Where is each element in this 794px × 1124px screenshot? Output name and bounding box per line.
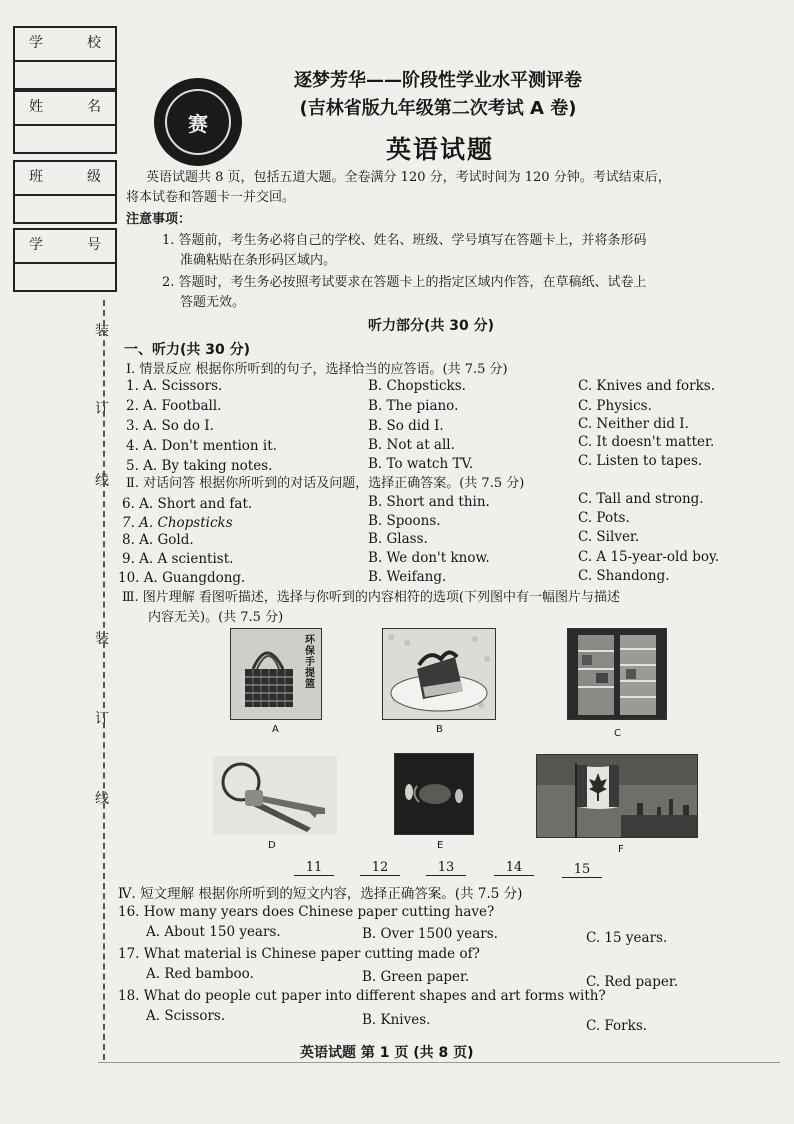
intro-line: 英语试题共 8 页，包括五道大题。全卷满分 120 分，考试时间为 120 分钟。考试结束后， <box>146 170 671 185</box>
binding-mark: 订 <box>95 711 109 727</box>
part-IV-title: Ⅳ. 短文理解 根据你所听到的短文内容，选择正确答案。(共 7.5 分) <box>118 886 523 902</box>
picture-c-label: C <box>614 728 621 739</box>
option-a[interactable]: 5. A. By taking notes. <box>126 458 273 474</box>
option-a[interactable]: 1. A. Scissors. <box>126 378 223 394</box>
name-box[interactable] <box>13 90 117 154</box>
listening-part-heading: 听力部分(共 30 分) <box>368 318 495 334</box>
answer-blank[interactable]: 13 <box>426 860 466 876</box>
school-logo <box>154 78 242 166</box>
option-b[interactable]: B. We don't know. <box>368 550 490 566</box>
option-b[interactable]: B. Chopsticks. <box>368 378 466 394</box>
question-17: 17. What material is Chinese paper cutting made of? <box>118 946 480 962</box>
option-b[interactable]: B. Over 1500 years. <box>362 926 498 942</box>
option-c[interactable]: C. Silver. <box>578 529 640 545</box>
name-label-1: 姓 <box>29 99 43 115</box>
answer-blank[interactable]: 12 <box>360 860 400 876</box>
option-c[interactable]: C. 15 years. <box>586 930 668 946</box>
option-a[interactable]: 2. A. Football. <box>126 398 222 414</box>
option-c[interactable]: C. Forks. <box>586 1018 648 1034</box>
answer-blank[interactable]: 11 <box>294 860 334 876</box>
option-a[interactable]: 6. A. Short and fat. <box>122 496 253 512</box>
class-box[interactable] <box>13 160 117 224</box>
option-b[interactable]: B. Spoons. <box>368 513 441 529</box>
school-label-1: 学 <box>29 35 43 51</box>
logo-text: 赛 <box>165 89 231 155</box>
basket-caption: 环保手提篮 <box>305 635 315 690</box>
part-III-title: Ⅲ. 图片理解 看图听描述，选择与你听到的内容相符的选项(下列图中有一幅图片与描述 <box>122 590 621 605</box>
question-18: 18. What do people cut paper into different shapes and art forms with? <box>118 988 606 1004</box>
question-16: 16. How many years does Chinese paper cutting have? <box>118 904 495 920</box>
answer-blank[interactable]: 15 <box>562 862 602 878</box>
name-label-2: 名 <box>87 99 101 115</box>
option-c[interactable]: C. It doesn't matter. <box>578 434 715 450</box>
answer-blank[interactable]: 14 <box>494 860 534 876</box>
notice-item: 2. 答题时，考生务必按照考试要求在答题卡上的指定区域内作答，在草稿纸、试卷上 <box>162 275 647 290</box>
picture-b <box>382 628 496 720</box>
option-a[interactable]: 4. A. Don't mention it. <box>126 438 277 454</box>
class-label-2: 级 <box>87 169 101 185</box>
notice-item: 答题无效。 <box>180 295 246 310</box>
part-one-heading: 一、听力(共 30 分) <box>124 342 251 358</box>
exam-series-title: 逐梦芳华——阶段性学业水平测评卷 <box>294 70 582 91</box>
option-a[interactable]: A. About 150 years. <box>146 924 281 940</box>
option-b[interactable]: B. Glass. <box>368 531 428 547</box>
option-b[interactable]: B. The piano. <box>368 398 459 414</box>
page-footer: 英语试题 第 1 页 (共 8 页) <box>300 1045 474 1061</box>
teapot-image <box>395 754 473 834</box>
canada-flag-image <box>537 755 697 837</box>
picture-e <box>394 753 474 835</box>
option-b[interactable]: B. Weifang. <box>368 569 447 585</box>
notice-item: 准确粘贴在条形码区域内。 <box>180 253 337 268</box>
option-a[interactable]: 9. A. A scientist. <box>122 551 234 567</box>
id-box[interactable] <box>13 228 117 292</box>
notice-title: 注意事项： <box>126 212 192 227</box>
binding-mark: 线 <box>95 473 109 489</box>
cake-image <box>383 629 495 719</box>
id-label-2: 号 <box>87 237 101 253</box>
notice-item: 1. 答题前，考生务必将自己的学校、姓名、班级、学号填写在答题卡上，并将条形码 <box>162 233 647 248</box>
picture-f-label: F <box>618 844 624 855</box>
part-III-title-cont: 内容无关)。(共 7.5 分) <box>148 610 284 625</box>
school-box[interactable] <box>13 26 117 90</box>
option-c[interactable]: C. Listen to tapes. <box>578 453 703 469</box>
footer-divider <box>98 1062 780 1063</box>
part-I-title: Ⅰ. 情景反应 根据你所听到的句子，选择恰当的应答语。(共 7.5 分) <box>126 362 508 377</box>
binding-cut-line <box>103 300 105 1060</box>
option-c[interactable]: C. Red paper. <box>586 974 679 990</box>
option-a[interactable]: 3. A. So do I. <box>126 418 214 434</box>
picture-d-label: D <box>268 840 276 851</box>
exam-edition-title: (吉林省版九年级第二次考试 A 卷) <box>299 98 577 119</box>
picture-c <box>567 628 667 720</box>
picture-b-label: B <box>436 724 443 735</box>
binding-mark: 装 <box>95 323 109 339</box>
option-c[interactable]: C. A 15-year-old boy. <box>578 549 720 565</box>
picture-f <box>536 754 698 838</box>
option-b[interactable]: B. So did I. <box>368 418 444 434</box>
option-c[interactable]: C. Tall and strong. <box>578 491 704 507</box>
option-b[interactable]: B. To watch TV. <box>368 456 474 472</box>
option-a[interactable]: 10. A. Guangdong. <box>118 570 246 586</box>
picture-e-label: E <box>437 840 444 851</box>
option-b[interactable]: B. Not at all. <box>368 437 455 453</box>
picture-a <box>230 628 322 720</box>
binding-mark: 装 <box>95 631 109 647</box>
class-label-1: 班 <box>29 169 43 185</box>
binding-mark: 线 <box>95 791 109 807</box>
school-label-2: 校 <box>87 35 101 51</box>
keys-image <box>213 756 337 834</box>
option-b[interactable]: B. Knives. <box>362 1012 431 1028</box>
refrigerator-image <box>568 629 666 719</box>
picture-d <box>213 756 337 834</box>
intro-line: 将本试卷和答题卡一并交回。 <box>126 190 296 205</box>
id-label-1: 学 <box>29 237 43 253</box>
option-c[interactable]: C. Knives and forks. <box>578 378 716 394</box>
part-II-title: Ⅱ. 对话问答 根据你所听到的对话及问题，选择正确答案。(共 7.5 分) <box>126 476 525 491</box>
option-b[interactable]: B. Short and thin. <box>368 494 490 510</box>
option-b[interactable]: B. Green paper. <box>362 969 470 985</box>
picture-a-label: A <box>272 724 279 735</box>
option-c[interactable]: C. Shandong. <box>578 568 670 584</box>
subject-title: 英语试题 <box>385 135 494 164</box>
option-c[interactable]: C. Neither did I. <box>578 416 689 432</box>
binding-mark: 订 <box>95 401 109 417</box>
option-c[interactable]: C. Pots. <box>578 510 630 526</box>
option-a[interactable]: 7. A. Chopsticks <box>122 515 233 531</box>
option-a[interactable]: 8. A. Gold. <box>122 532 194 548</box>
option-a[interactable]: A. Red bamboo. <box>146 966 254 982</box>
option-c[interactable]: C. Physics. <box>578 398 652 414</box>
option-a[interactable]: A. Scissors. <box>146 1008 226 1024</box>
